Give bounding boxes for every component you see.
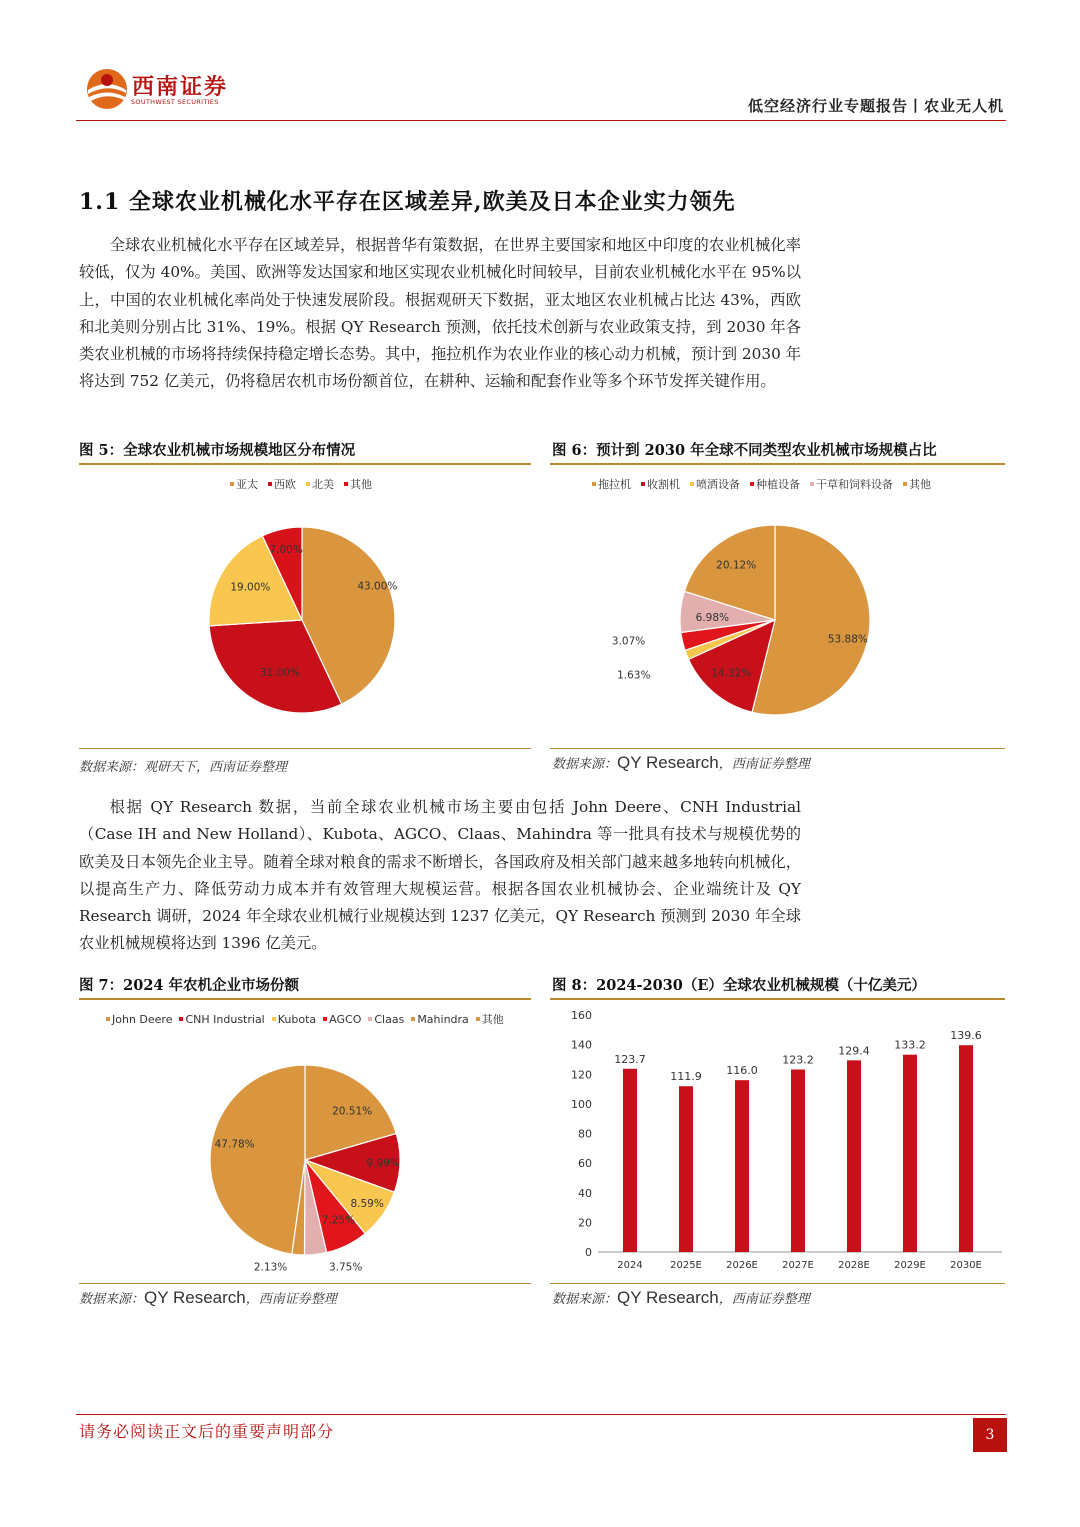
pie-data-label: 9.99% [366, 1157, 400, 1170]
legend-item [344, 476, 372, 492]
pie-data-label: 2.13% [253, 1261, 288, 1274]
bar [623, 1069, 637, 1252]
x-tick-label: 2027E [782, 1260, 814, 1271]
legend-swatch [476, 1017, 480, 1021]
y-tick-label: 80 [578, 1127, 592, 1141]
fig8-source: 数据来源：QY Research，西南证券整理 [552, 1288, 810, 1307]
legend-label: 干草和饲料设备 [816, 478, 893, 491]
bar [735, 1080, 749, 1252]
paragraph-2: 根据 QY Research 数据，当前全球农业机械市场主要由包括 John Deere、CNH Industrial（Case IH and New Holland）、Kubota、AGCO、Claas、Mahindra 等一批具有技术与规模优势的欧美及日本领先企业主导。随着全球对粮食的需求不断增长，各国政府及相关部门越来越多地转向机械化，以提高生产力、降低劳动力成本并有效管理大规模运营。根据各国农业机械协会、企业端统计及 QY Research 调研，2024 年全球农业机械行业规模达到 1237 亿美元，QY Research 预测到 2030 年全球农业机械规模将达到 1396 亿美元。 [79, 798, 801, 953]
fig7-title: 图 7：2024 年农机企业市场份额 [79, 977, 300, 994]
fig5-bottom-rule [79, 748, 531, 749]
pie-data-label: 20.51% [332, 1105, 373, 1118]
pie-data-label: 19.00% [230, 581, 271, 594]
y-tick-label: 20 [578, 1216, 592, 1230]
legend-swatch [344, 482, 348, 486]
bar [791, 1070, 805, 1252]
legend-label: AGCO [329, 1012, 362, 1026]
bar [959, 1045, 973, 1252]
y-tick-label: 40 [578, 1186, 592, 1200]
fig5-pie-chart [150, 500, 470, 740]
x-tick-label: 2025E [670, 1260, 702, 1271]
fig5-top-rule [79, 463, 531, 465]
fig7-pie-chart [150, 1040, 470, 1280]
legend-label: 北美 [312, 478, 334, 491]
pie-data-label: 6.98% [695, 611, 730, 624]
fig5-legend [230, 476, 372, 492]
bar-value-label: 133.2 [894, 1038, 926, 1052]
fig8-bottom-rule [550, 1283, 1005, 1284]
bar [903, 1055, 917, 1252]
section-title: 1.1 全球农业机械化水平存在区域差异,欧美及日本企业实力领先 [79, 189, 736, 215]
fig5-source: 数据来源：观研天下，西南证券整理 [79, 760, 288, 775]
fig7-bottom-rule [79, 1283, 531, 1284]
legend-swatch [323, 1017, 327, 1021]
y-tick-label: 60 [578, 1157, 592, 1171]
fig6-title: 图 6：预计到 2030 年全球不同类型农业机械市场规模占比 [552, 442, 937, 459]
y-tick-label: 0 [585, 1246, 592, 1259]
x-tick-label: 2026E [726, 1260, 758, 1271]
x-tick-label: 2030E [950, 1260, 982, 1271]
x-tick-label: 2029E [894, 1260, 926, 1271]
pie-data-label: 8.59% [350, 1198, 384, 1211]
fig6-legend [592, 476, 931, 492]
logo-text: 西南证券 [132, 74, 229, 100]
legend-item [306, 476, 334, 492]
legend-label: 种植设备 [756, 478, 800, 491]
legend-swatch [810, 482, 814, 486]
pie-data-label: 14.32% [711, 667, 752, 680]
bar [679, 1086, 693, 1252]
x-tick-label: 2024 [617, 1260, 643, 1271]
legend-swatch [272, 1017, 276, 1021]
paragraph-1: 全球农业机械化水平存在区域差异，根据普华有策数据，在世界主要国家和地区中印度的农业机械化率较低，仅为 40%。美国、欧洲等发达国家和地区实现农业机械化时间较早，目前农业机械化水平在 95%以上，中国的农业机械化率尚处于快速发展阶段。根据观研天下数据，亚太地区农业机械占比达 43%，西欧和北美则分别占比 31%、19%。根据 QY Research 预测，依托技术创新与农业政策支持，到 2030 年各类农业机械的市场将持续保持稳定增长态势。其中，拖拉机作为农业作业的核心动力机械，预计到 2030 年将达到 752 亿美元，仍将稳居农机市场份额首位，在耕种、运输和配套作业等多个环节发挥关键作用。 [79, 236, 801, 391]
fig8-bar-chart [550, 1003, 1005, 1281]
legend-swatch [592, 482, 596, 486]
y-tick-label: 100 [571, 1097, 592, 1111]
bar-value-label: 111.9 [670, 1070, 702, 1084]
pie-data-label: 31.00% [259, 667, 300, 680]
fig6-top-rule [550, 463, 1005, 465]
legend-label: 其他 [350, 478, 372, 491]
legend-item [750, 476, 800, 492]
bar [847, 1060, 861, 1252]
pie-data-label: 3.75% [328, 1261, 363, 1274]
bar-value-label: 139.6 [950, 1029, 982, 1043]
legend-label: 其他 [909, 478, 931, 491]
y-tick-label: 120 [571, 1068, 592, 1082]
fig7-top-rule [79, 998, 531, 1000]
legend-label: 收割机 [647, 478, 680, 491]
legend-swatch [368, 1017, 372, 1021]
legend-item [323, 1011, 361, 1027]
legend-item [272, 1011, 316, 1027]
legend-label: Claas [374, 1012, 405, 1026]
fig7-legend [106, 1011, 504, 1027]
fig8-title: 图 8：2024-2030（E）全球农业机械规模（十亿美元） [552, 977, 926, 994]
pie-slice [210, 1065, 305, 1254]
legend-item [106, 1011, 172, 1027]
pie-data-label: 7.00% [269, 544, 303, 557]
pie-data-label: 53.88% [827, 633, 868, 646]
legend-label: Mahindra [417, 1012, 469, 1026]
legend-item [411, 1011, 468, 1027]
legend-swatch [690, 482, 694, 486]
y-tick-label: 140 [571, 1038, 592, 1052]
header-divider [76, 120, 1006, 121]
y-tick-label: 160 [571, 1009, 592, 1022]
legend-swatch [230, 482, 234, 486]
legend-item [368, 1011, 404, 1027]
pie-data-label: 20.12% [716, 559, 757, 572]
logo-subtext: SOUTHWEST SECURITIES [131, 98, 219, 106]
page-number: 3 [973, 1418, 1007, 1452]
pie-data-label: 7.25% [321, 1214, 356, 1227]
legend-item [476, 1011, 504, 1027]
x-tick-label: 2028E [838, 1260, 870, 1271]
legend-item [179, 1011, 264, 1027]
legend-label: John Deere [112, 1012, 173, 1026]
footer-disclaimer: 请务必阅读正文后的重要声明部分 [79, 1422, 335, 1441]
pie-data-label: 3.07% [611, 635, 646, 648]
legend-label: Kubota [277, 1012, 317, 1026]
fig6-source: 数据来源：QY Research，西南证券整理 [552, 753, 810, 772]
report-title: 低空经济行业专题报告丨农业无人机 [747, 97, 1004, 115]
legend-item [592, 476, 631, 492]
legend-label: 亚太 [236, 478, 258, 491]
pie-data-label: 43.00% [357, 580, 398, 593]
legend-swatch [179, 1017, 183, 1021]
legend-item [268, 476, 296, 492]
legend-item [810, 476, 893, 492]
fig7-source: 数据来源：QY Research，西南证券整理 [79, 1288, 337, 1307]
bar-value-label: 123.2 [782, 1053, 814, 1067]
legend-label: 其他 [481, 1013, 504, 1026]
legend-swatch [750, 482, 754, 486]
legend-item [641, 476, 680, 492]
fig6-bottom-rule [550, 748, 1005, 749]
legend-swatch [411, 1017, 415, 1021]
fig6-pie-chart [611, 500, 940, 740]
pie-data-label: 1.63% [617, 669, 651, 682]
legend-label: 拖拉机 [598, 478, 631, 491]
fig5-title: 图 5：全球农业机械市场规模地区分布情况 [79, 442, 356, 459]
legend-item [230, 476, 258, 492]
bar-value-label: 116.0 [726, 1064, 758, 1078]
bar-value-label: 123.7 [614, 1052, 646, 1066]
footer-divider [76, 1414, 1006, 1415]
legend-swatch [306, 482, 310, 486]
legend-label: 西欧 [274, 478, 296, 491]
legend-label: 喷洒设备 [696, 478, 740, 491]
company-logo [84, 66, 130, 112]
fig8-top-rule [550, 998, 1005, 1000]
legend-swatch [641, 482, 645, 486]
legend-item [690, 476, 740, 492]
legend-swatch [106, 1017, 110, 1021]
legend-label: CNH Industrial [185, 1012, 265, 1026]
bar-value-label: 129.4 [838, 1044, 870, 1058]
legend-item [903, 476, 931, 492]
legend-swatch [903, 482, 907, 486]
pie-data-label: 47.78% [214, 1138, 255, 1151]
legend-swatch [268, 482, 272, 486]
